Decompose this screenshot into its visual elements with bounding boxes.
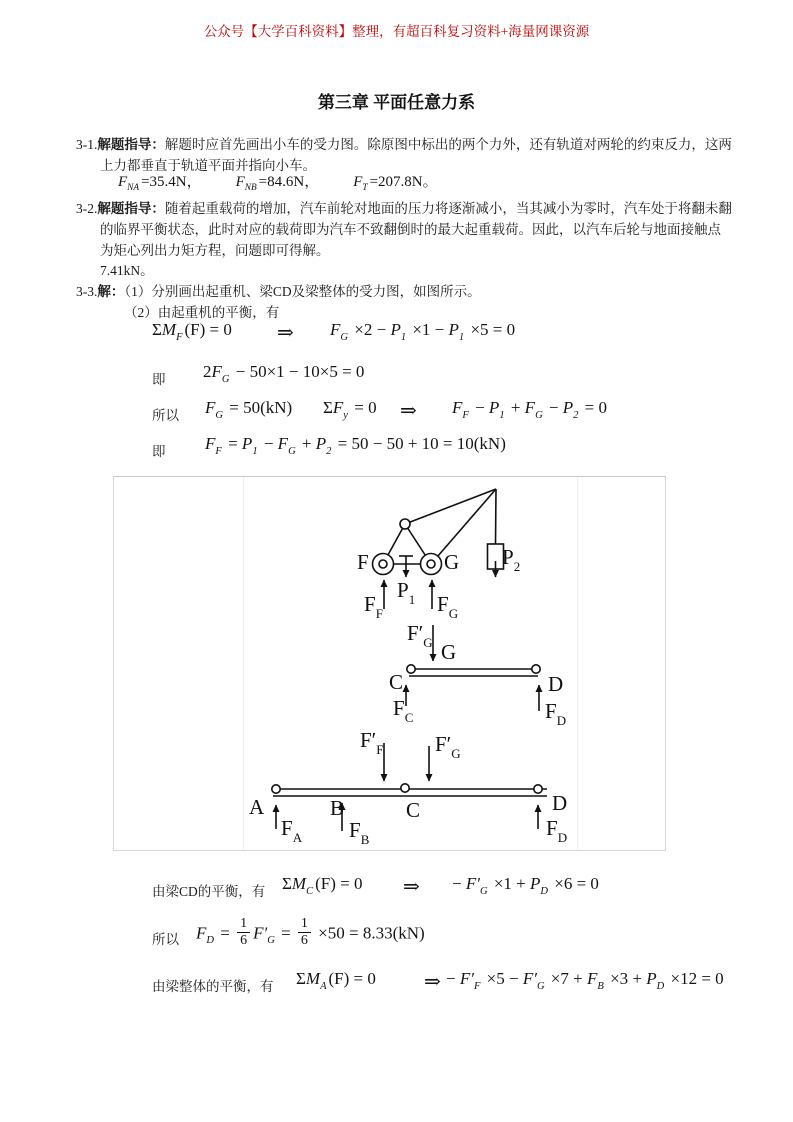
p33-label: 解：	[97, 284, 125, 299]
eq-moment-F-left: $\Sigma M_F$ (F) = 0	[152, 320, 232, 343]
chapter-title: 第三章 平面任意力系	[317, 93, 476, 112]
label-suoyi-2: 所以	[152, 932, 179, 947]
support-D	[532, 665, 540, 673]
ad-A-label: A	[249, 795, 265, 819]
ad-FB-label: $F_B$	[349, 818, 370, 847]
p31-label: 解题指导：	[97, 137, 165, 152]
label-cd-balance: 由梁CD的平衡，有	[152, 884, 266, 899]
cd-G-label: G	[441, 640, 457, 664]
p31-results: $F_{NA} =35.4N$， $F_{NB} =84.6N$， $F_T =207.8N$。	[118, 174, 438, 194]
eq-moment-C: $\Sigma M_C$ (F) = 0	[282, 874, 363, 897]
figure-cell-divider-right	[577, 477, 578, 850]
eq-force-balance: $F_F - P_1 + F_G - P_2 = 0$	[452, 398, 608, 421]
pulley-joint	[400, 519, 410, 529]
p31-number: 3-1.	[76, 137, 98, 152]
support-C	[407, 665, 415, 673]
promo-header: 公众号【大学百科资料】整理，有超百科复习资料+海量网课资源	[203, 24, 590, 39]
figure-cell-divider-left	[243, 477, 244, 850]
ad-C-label: C	[406, 798, 421, 822]
support-A	[272, 785, 280, 793]
implies-arrow: ⇒	[424, 971, 441, 993]
cd-C-label: C	[389, 670, 404, 694]
ad-B-label: B	[330, 796, 345, 820]
ad-FD-label: $F_D$	[546, 816, 568, 845]
p33-line2: （2）由起重机的平衡，有	[124, 305, 280, 320]
figure-box	[113, 476, 666, 851]
FF-label: $F_F$	[364, 592, 383, 621]
ad-FFprime-label: $F'_F$	[360, 728, 384, 757]
p31-text: 解题时应首先画出小车的受力图。除原图中标出的两个力外，还有轨道对两轮的约束反力，这两	[164, 137, 732, 152]
eq-moment-A-right: − $F'_F \times 5 - F'_G \times 7 + F_B \times 3 + P_D \times 12 = 0$	[446, 969, 724, 992]
implies-arrow: ⇒	[400, 400, 417, 422]
p33-number: 3-3.	[76, 284, 98, 299]
p32-text: 随着起重载荷的增加，汽车前轮对地面的压力将逐渐减小，当其减小为零时，汽车处于将翻未翻	[164, 201, 732, 216]
cd-FGprime-label: $F'_G$	[407, 621, 433, 650]
crane-wheel-F-label: F	[357, 550, 369, 574]
p33-line1	[76, 280, 481, 300]
free-body-diagrams	[114, 477, 667, 852]
p32-number: 3-2.	[76, 201, 98, 216]
label-suoyi-1: 所以	[152, 408, 179, 423]
p32-line1	[76, 197, 732, 217]
crane-wheel-G-label: G	[444, 550, 460, 574]
FG-label: $F_G$	[437, 592, 459, 621]
p31-line1	[76, 133, 732, 153]
ad-D-label: D	[552, 791, 568, 815]
joint-C	[401, 784, 409, 792]
eq-moment-F-right: $F_G \times 2 - P_1 \times 1 - P_1 \times 5 = 0$	[330, 320, 516, 343]
cd-FD-label: $F_D$	[545, 699, 567, 728]
eq-2FG: $2F_G - 50\times 1 - 10\times 5 = 0$	[203, 362, 365, 385]
implies-arrow: ⇒	[277, 322, 294, 344]
p32-line3: 为矩心列出力矩方程，问题即可得解。	[100, 243, 330, 258]
eq-sum-Fy: $\Sigma F_y = 0$	[323, 398, 377, 421]
label-ji-1: 即	[152, 372, 166, 387]
eq-moment-C-right: − $F'_G \times 1 + P_D \times 6 = 0$	[452, 874, 599, 897]
p32-answer: 7.41kN。	[100, 263, 154, 278]
P1-label: $P_1$	[397, 578, 416, 607]
label-ji-2: 即	[152, 444, 166, 459]
p31-line2: 上力都垂直于轨道平面并指向小车。	[100, 158, 316, 173]
ad-FA-label: $F_A$	[281, 816, 303, 845]
p32-label: 解题指导：	[97, 201, 165, 216]
ad-FGprime-label: $F'_G$	[435, 732, 461, 761]
eq-FF-result: $F_F = P_1 - F_G + P_2 = 50 - 50 + 10 = 10(kN)$	[205, 434, 506, 457]
implies-arrow: ⇒	[403, 876, 420, 898]
cd-D-label: D	[548, 672, 564, 696]
p33-text: （1）分别画出起重机、梁CD及梁整体的受力图，如图所示。	[124, 284, 481, 299]
crane-diagram	[373, 489, 504, 609]
p32-line2: 的临界平衡状态，此时对应的载荷即为汽车不致翻倒时的最大起重载荷。因此，以汽车后轮与地面接触点	[100, 222, 721, 237]
label-whole-balance: 由梁整体的平衡，有	[152, 979, 274, 994]
P2-label: $P_2$	[502, 545, 521, 574]
cd-FC-label: $F_C$	[393, 696, 414, 725]
support-D2	[534, 785, 542, 793]
eq-FG-50: $F_G = 50(kN)$	[205, 398, 293, 421]
eq-moment-A: $\Sigma M_A$ (F) = 0	[296, 969, 376, 992]
eq-FD-result: $F_D$ = $\frac{1}{6}$ $F'_G$ = $\frac{1}{6}$ ×50 = 8.33(kN)	[196, 916, 425, 949]
